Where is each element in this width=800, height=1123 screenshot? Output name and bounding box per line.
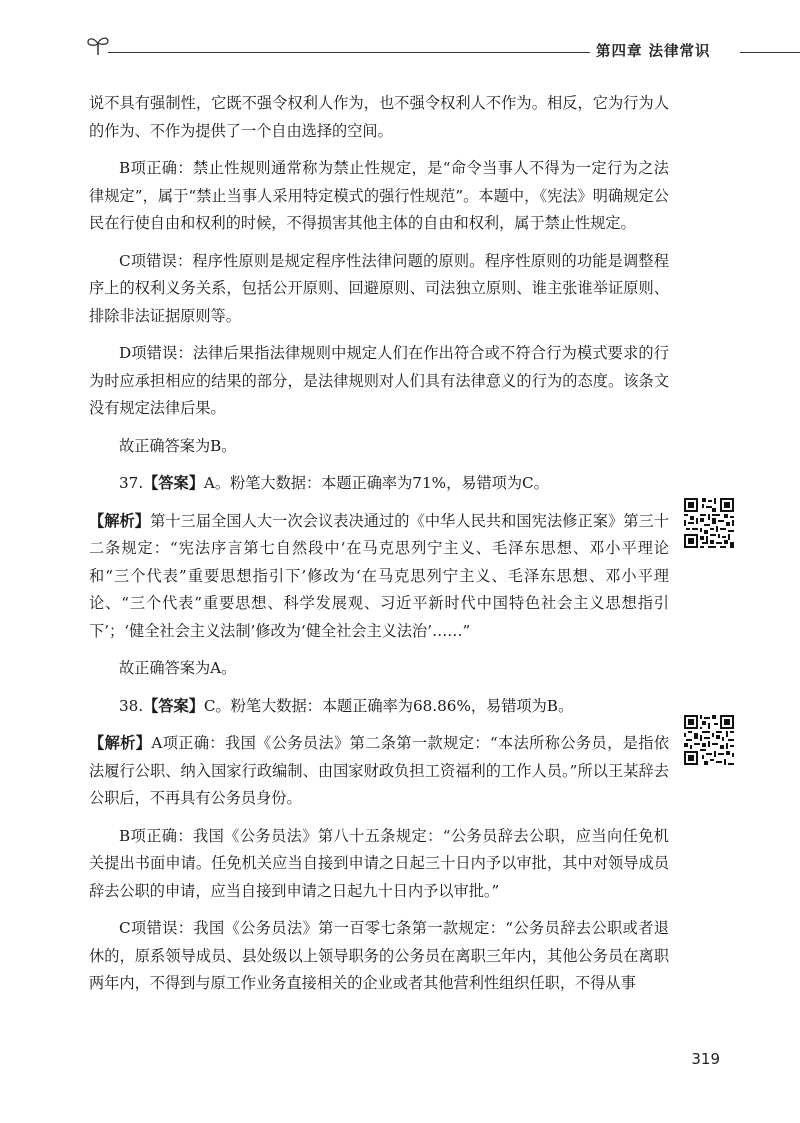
q38-analysis — [89, 730, 669, 813]
paragraph-conclusion-36: 故正确答案为B。 — [119, 436, 237, 455]
page-body — [89, 90, 669, 1008]
q38-analysis-text: A项正确：我国《公务员法》第二条第一款规定：“本法所称公务员，是指依法履行公职、纳入国家行政编制、由国家财政负担工资福利的工作人员。”所以王某辞去公职后，不再具有公务员身份。 — [89, 734, 670, 807]
q38-answer-text: C。粉笔大数据：本题正确率为68.86%，易错项为B。 — [203, 696, 574, 715]
paragraph-option-c: C项错误：程序性原则是规定程序性法律问题的原则。程序性原则的功能是调整程序上的权利义务关系，包括公开原则、回避原则、司法独立原则、谁主张谁举证原则、排除非法证据原则等。 — [89, 251, 669, 325]
chapter-title: 第四章 法律常识 — [596, 44, 711, 60]
header-rule-left — [108, 52, 590, 53]
q38-answer — [89, 693, 669, 721]
qr-code-icon[interactable] — [684, 498, 734, 548]
q37-answer — [89, 470, 669, 498]
q37-analysis-text: 第十三届全国人大一次会议表决通过的《中华人民共和国宪法修正案》第三十二条规定：“宪法序言第七自然段中‘在马克思列宁主义、毛泽东思想、邓小平理论和“三个代表”重要思想指引下’修改为‘在马克思列宁主义、毛泽东思想、邓小平理论、“三个代表”重要思想、科学发展观、习近平新时代中国特色社会主义思想指引下’；‘健全社会主义法制’修改为‘健全社会主义法治’……” — [89, 511, 670, 640]
paragraph-option-d: D项错误：法律后果指法律规则中规定人们在作出符合或不符合行为模式要求的行为时应承担相应的结果的部分，是法律规则对人们具有法律意义的行为的态度。该条文没有规定法律后果。 — [89, 344, 669, 417]
q38-option-c: C项错误：我国《公务员法》第一百零七条第一款规定：“公务员辞去公职或者退休的，原系领导成员、县处级以上领导职务的公务员在离职三年内，其他公务员在离职两年内，不得到与原工作业务直接相关的企业或者其他营利性组织任职，不得从事 — [89, 919, 669, 992]
paragraph-continuation: 说不具有强制性，它既不强令权利人作为，也不强令权利人不作为。相反，它为行为人的作为、不作为提供了一个自由选择的空间。 — [89, 94, 669, 140]
q37-number: 37. — [119, 474, 144, 492]
page-header — [0, 0, 800, 70]
q38-analysis-tag: 【解析】 — [89, 734, 152, 752]
header-rule-right — [740, 52, 800, 53]
q38-number: 38. — [119, 696, 144, 715]
page-number: 319 — [691, 1050, 720, 1068]
q38-answer-tag: 【答案】 — [143, 696, 204, 715]
q37-analysis — [89, 508, 669, 646]
q37-answer-text: A。粉笔大数据：本题正确率为71%，易错项为C。 — [203, 474, 549, 492]
qr-code-icon[interactable] — [684, 715, 734, 765]
q37-conclusion: 故正确答案为A。 — [119, 659, 237, 677]
sprout-icon — [86, 34, 110, 56]
q37-answer-tag: 【答案】 — [143, 474, 204, 492]
q38-option-b: B项正确：我国《公务员法》第八十五条规定：“公务员辞去公职，应当向任免机关提出书面申请。任免机关应当自接到申请之日起三十日内予以审批，其中对领导成员辞去公职的申请，应当自接到申请之日起九十日内予以审批。” — [89, 826, 669, 900]
q37-analysis-tag: 【解析】 — [89, 511, 151, 530]
paragraph-option-b: B项正确：禁止性规则通常称为禁止性规定，是“命令当事人不得为一定行为之法律规定”，属于“禁止当事人采用特定模式的强行性规范”。本题中，《宪法》明确规定公民在行使自由和权利的时候，不得损害其他主体的自由和权利，属于禁止性规定。 — [89, 159, 669, 232]
